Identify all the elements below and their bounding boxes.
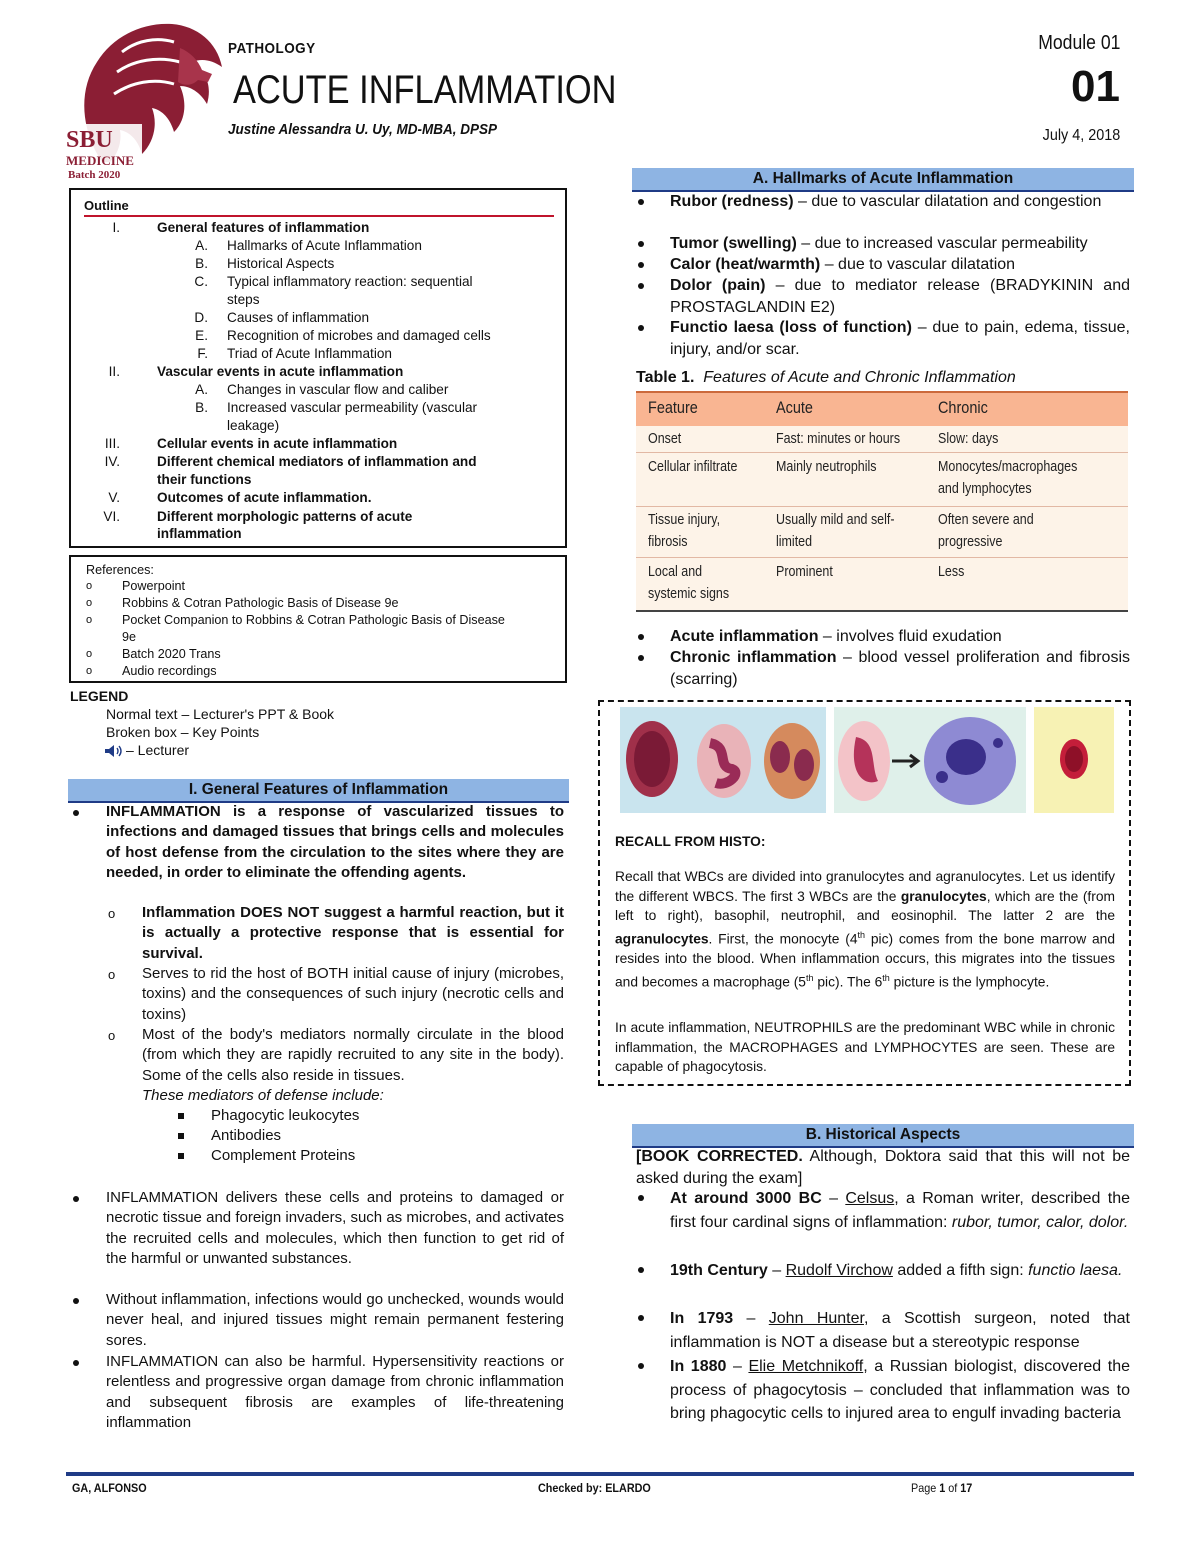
table-cell: Slow: days [938,431,999,447]
outline-item: Historical Aspects [227,256,335,271]
bullet-ring: o [86,665,93,677]
subpoint-mediators: Most of the body's mediators normally circulate in the blood (from which they are rapidly recruited to any site in the body). Some of the cells also reside in tissues. [142,1026,564,1084]
table-row-divider [636,452,1128,453]
paragraph-delivers: INFLAMMATION delivers these cells and proteins to damaged or necrotic tissue and foreign invaders, such as microbes, and activates the recruited cells and molecules, which then function to get rid of the harmful or unwanted substances. [106,1189,564,1267]
bullet-dot [638,1267,644,1273]
bullet-square [178,1113,184,1119]
table-cell: Mainly neutrophils [776,459,877,475]
outline-item: Causes of inflammation [227,310,370,325]
legend-broken: Broken box – Key Points [106,724,260,740]
table-cell: Onset [648,431,682,447]
reference-item: Robbins & Cotran Pathologic Basis of Disease 9e [122,596,399,610]
outline-item: Triad of Acute Inflammation [227,346,392,361]
bullet-dot [638,1363,644,1369]
table-cell: Prominent [776,564,833,580]
legend-normal: Normal text – Lecturer's PPT & Book [106,706,335,722]
historical-item: At around 3000 BC – Celsus, a Roman writer, described the first four cardinal signs of inflammation: rubor, tumor, calor, dolor. [670,1190,1131,1231]
legend-heading: LEGEND [70,688,129,704]
lecture-date: July 4, 2018 [1042,127,1120,144]
outline-item: General features of inflammation [157,220,370,235]
outline-divider [84,215,554,217]
definition-paragraph: INFLAMMATION is a response of vascularized tissues to infections and damaged tissues that brings cells and molecules of host defense from the circulation to the sites where they are needed, in order to eliminate the offending agents. [106,803,564,881]
eosinophil-image [764,723,820,799]
outline-item: Vascular events in acute inflammation [157,364,404,379]
outline-number: D. [194,310,208,325]
legend-lecturer: – Lecturer [126,742,190,758]
outline-heading: Outline [84,198,129,213]
bullet-square [178,1153,184,1159]
speaker-icon [104,744,124,758]
table-header-cell: Acute [776,398,813,417]
inflammation-type-item: Chronic inflammation – blood vessel proliferation and fibrosis (scarring) [670,649,1131,688]
outline-number: B. [195,400,208,415]
table-cell: Fast: minutes or hours [776,431,901,447]
wbc-micrographs [620,707,1114,813]
outline-number: F. [197,346,208,361]
reference-item: Batch 2020 Trans [122,647,221,661]
outline-number: VI. [103,509,120,524]
outline-number: A. [195,382,208,397]
table-caption: Table 1. Features of Acute and Chronic Inflammation [636,369,1016,386]
outline-item: Typical inflammatory reaction: sequential [227,274,473,289]
footer-transcriber: GA, ALFONSO [72,1481,147,1495]
bullet-square [178,1133,184,1139]
reference-item: Powerpoint [122,579,186,593]
basophil-image [626,721,678,797]
table-cell: Usually mild and self-limited [776,512,895,550]
historical-item: 19th Century – Rudolf Virchow added a fifth sign: functio laesa. [670,1262,1123,1279]
bullet-dot [638,325,644,331]
outline-item: leakage) [227,418,280,433]
book-corrected-note: [BOOK CORRECTED. Although, Doktora said that this will not be asked during the exam] [636,1148,1130,1187]
outline-number: II. [108,364,120,379]
bullet-dot [638,634,644,640]
table-cell: Cellular infiltrate [648,459,738,475]
subpoint-rid-host: Serves to rid the host of BOTH initial cause of injury (microbes, toxins) and the consequences of such injury (necrotic cells and toxins) [142,965,564,1023]
table-header-cell: Chronic [938,398,988,417]
footer-rule [66,1472,1134,1476]
outline-item: Different morphologic patterns of acute [157,509,413,524]
bullet-ring: o [86,648,93,660]
outline-item: Changes in vascular flow and caliber [227,382,449,397]
outline-item: inflammation [157,526,242,541]
svg-text:Batch 2020: Batch 2020 [68,169,121,181]
table-cell: Often severe and progressive [938,512,1034,550]
outline-item: Different chemical mediators of inflammation and [157,454,477,469]
recall-paragraph-2: In acute inflammation, NEUTROPHILS are the predominant WBC while in chronic inflammation, the MACROPHAGES and LYMPHOCYTES are seen. These are capable of phagocytosis. [615,1020,1115,1075]
lymphocyte-image [1060,739,1088,779]
subpoint-protective: Inflammation DOES NOT suggest a harmful reaction, but it is actually a protective response that is essential for survival. [142,904,564,962]
macrophage-image [924,717,1016,805]
author-line: Justine Alessandra U. Uy, MD-MBA, DPSP [228,121,498,138]
bullet-dot [638,199,644,205]
hallmark-item: Rubor (redness) – due to vascular dilatation and congestion [670,193,1102,210]
outline-item: Hallmarks of Acute Inflammation [227,238,422,253]
historical-item: In 1880 – Elie Metchnikoff, a Russian biologist, discovered the process of phagocytosis – concluded that inflammation was to bring phagocytic cells to injured area to engulf invading bacteria [670,1358,1130,1423]
reference-item: Audio recordings [122,664,217,678]
table-row-divider [636,557,1128,558]
table-cell: Local and systemic signs [648,564,730,602]
outline-number: I. [112,220,120,235]
inflammation-type-item: Acute inflammation – involves fluid exudation [670,628,1002,645]
outline-number: III. [104,436,120,451]
bullet-dot [638,262,644,268]
bullet-ring: o [108,1028,116,1043]
section-bar-general-features: I. General Features of Inflammation [68,779,569,803]
bullet-ring: o [86,580,93,592]
recall-heading: RECALL FROM HISTO: [615,834,766,849]
outline-item: Cellular events in acute inflammation [157,436,398,451]
section-bar-hallmarks: A. Hallmarks of Acute Inflammation [632,168,1134,192]
outline-item: their functions [157,472,252,487]
bullet-ring: o [86,614,93,626]
bullet-ring: o [108,967,116,982]
reference-item: Pocket Companion to Robbins & Cotran Pathologic Basis of Disease [122,613,505,627]
bullet-dot [638,283,644,289]
references-heading: References: [86,563,154,577]
section-bar-historical: B. Historical Aspects [632,1124,1134,1148]
monocyte-image [838,721,890,801]
bullet-ring: o [86,597,93,609]
neutrophil-image [697,724,751,798]
outline-number: V. [108,490,120,505]
footer-page: Page 1 of 17 [911,1481,973,1495]
outline-item: Increased vascular permeability (vascular [227,400,478,415]
table-header-row [636,391,1128,426]
hallmark-item: Functio laesa (loss of function) – due to pain, edema, tissue, injury, and/or scar. [670,319,1130,358]
recall-paragraph-1: Recall that WBCs are divided into granulocytes and agranulocytes. Let us identify the different WBCS. The first 3 WBCs are the granulocytes, which are the (from left to right), basophil, neutrophil, and eosinophil. The latter 2 are the agranulocytes. First, the monocyte (4th pic) comes from the bone marrow and resides into the blood. When inflammation occurs, this migrates into the tissues and becomes a macrophage (5th pic). The 6th picture is the lymphocyte. [615,869,1116,990]
outline-number: C. [194,274,208,289]
footer-checker: Checked by: ELARDO [538,1481,651,1495]
module-number: 01 [1071,62,1120,111]
outline-item: steps [227,292,260,307]
mediator-item: Complement Proteins [211,1147,356,1164]
historical-item: In 1793 – John Hunter, a Scottish surgeon, noted that inflammation is NOT a disease but a stereotypic response [670,1310,1131,1351]
hallmark-item: Dolor (pain) – due to mediator release (BRADYKININ and PROSTAGLANDIN E2) [670,277,1130,316]
table-row-divider [636,506,1128,507]
hallmark-item: Calor (heat/warmth) – due to vascular dilatation [670,256,1016,273]
bullet-dot [73,1360,79,1366]
outline-item: Outcomes of acute inflammation. [157,490,372,505]
mediator-item: Antibodies [211,1127,282,1144]
mediators-intro: These mediators of defense include: [142,1087,384,1104]
paragraph-without: Without inflammation, infections would go unchecked, wounds would never heal, and injured tissues might remain permanent festering sores. [106,1291,564,1349]
hallmark-item: Tumor (swelling) – due to increased vascular permeability [670,235,1088,252]
table-cell: Less [938,564,965,580]
bullet-dot [73,810,79,816]
bullet-dot [73,1298,79,1304]
paragraph-harmful: INFLAMMATION can also be harmful. Hypersensitivity reactions or relentless and progressive organ damage from chronic inflammation and subsequent fibrosis are examples of life-threatening inflammation [106,1353,564,1431]
subject-label: PATHOLOGY [228,40,316,57]
module-label: Module 01 [1037,32,1120,54]
outline-number: E. [195,328,208,343]
svg-text:MEDICINE: MEDICINE [66,153,134,168]
sbu-medicine-lion-logo [62,12,227,182]
document-title: ACUTE INFLAMMATION [233,68,617,112]
table-header-cell: Feature [648,398,698,417]
outline-number: IV. [104,454,120,469]
bullet-dot [638,655,644,661]
svg-text:SBU: SBU [66,127,113,153]
bullet-dot [638,1195,644,1201]
bullet-ring: o [108,906,116,921]
bullet-dot [638,241,644,247]
outline-item: Recognition of microbes and damaged cells [227,328,491,343]
reference-item: 9e [122,630,137,644]
bullet-dot [638,1315,644,1321]
outline-number: A. [195,238,208,253]
outline-number: B. [195,256,208,271]
bullet-dot [73,1196,79,1202]
table-cell: Monocytes/macrophages and lymphocytes [938,459,1078,497]
mediator-item: Phagocytic leukocytes [211,1107,360,1124]
table-cell: Tissue injury, fibrosis [648,512,721,550]
